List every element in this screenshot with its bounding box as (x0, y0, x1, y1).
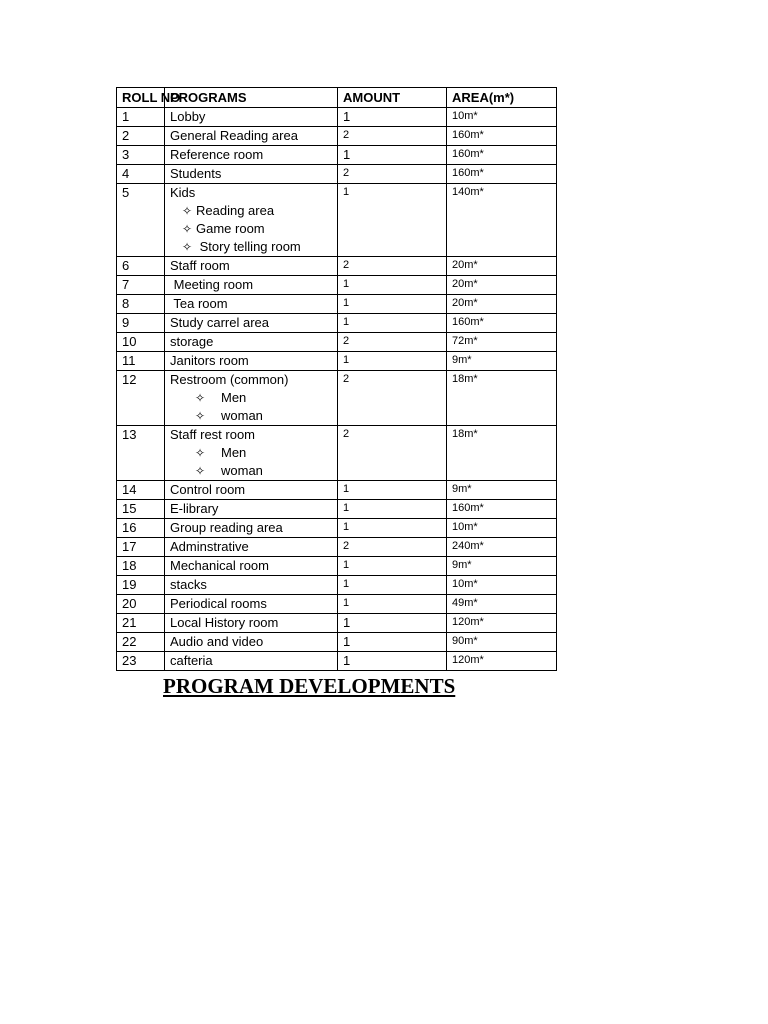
area-cell: 120m* (447, 614, 557, 633)
program-name: Students (170, 166, 222, 181)
program-subitem (170, 462, 332, 480)
area-cell: 9m* (447, 352, 557, 371)
roll-no-cell: 2 (117, 127, 165, 146)
table-row (117, 538, 557, 557)
program-subitem (170, 444, 332, 462)
roll-no-cell: 9 (117, 314, 165, 333)
area-cell: 10m* (447, 519, 557, 538)
program-subitem (170, 220, 332, 238)
roll-no-cell: 12 (117, 371, 165, 426)
area-cell: 18m* (447, 426, 557, 481)
program-cell (165, 257, 338, 276)
amount-cell: 2 (338, 538, 447, 557)
amount-cell: 1 (338, 500, 447, 519)
area-cell: 9m* (447, 557, 557, 576)
header-amount: AMOUNT (338, 88, 447, 108)
program-name: Local History room (170, 615, 279, 630)
amount-cell: 2 (338, 257, 447, 276)
program-cell (165, 426, 338, 481)
area-cell: 72m* (447, 333, 557, 352)
amount-cell: 1 (338, 108, 447, 127)
program-cell (165, 108, 338, 127)
table-header-row (117, 88, 557, 108)
roll-no-cell: 16 (117, 519, 165, 538)
program-cell (165, 595, 338, 614)
amount-cell: 2 (338, 426, 447, 481)
amount-cell: 1 (338, 614, 447, 633)
amount-cell: 1 (338, 314, 447, 333)
bullet-star-icon: ✧ (182, 222, 193, 236)
roll-no-cell: 18 (117, 557, 165, 576)
table-row (117, 371, 557, 426)
area-cell: 20m* (447, 257, 557, 276)
program-cell (165, 500, 338, 519)
area-cell: 160m* (447, 314, 557, 333)
table-body (117, 108, 557, 671)
program-cell (165, 165, 338, 184)
program-name: Kids (170, 185, 196, 200)
header-roll-no: ROLL NO (117, 88, 165, 108)
table-row (117, 481, 557, 500)
table-row (117, 165, 557, 184)
header-programs: PROGRAMS (165, 88, 338, 108)
roll-no-cell: 7 (117, 276, 165, 295)
program-name: Group reading area (170, 520, 283, 535)
subitem-label: Men (221, 390, 247, 405)
area-cell: 160m* (447, 127, 557, 146)
table-row (117, 127, 557, 146)
program-cell (165, 371, 338, 426)
program-name: Control room (170, 482, 246, 497)
amount-cell: 1 (338, 295, 447, 314)
roll-no-cell: 3 (117, 146, 165, 165)
bullet-star-icon: ✧ (195, 464, 206, 478)
program-name: General Reading area (170, 128, 298, 143)
table-row (117, 314, 557, 333)
subitem-label: Game room (196, 221, 265, 236)
amount-cell: 1 (338, 481, 447, 500)
table-row (117, 614, 557, 633)
table-row (117, 633, 557, 652)
table-row (117, 557, 557, 576)
program-name: Lobby (170, 109, 206, 124)
program-name: Study carrel area (170, 315, 269, 330)
roll-no-cell: 23 (117, 652, 165, 671)
table-row (117, 257, 557, 276)
program-name: Adminstrative (170, 539, 249, 554)
program-name: cafteria (170, 653, 213, 668)
table-row (117, 426, 557, 481)
table-row (117, 652, 557, 671)
area-cell: 10m* (447, 576, 557, 595)
program-name: Mechanical room (170, 558, 269, 573)
area-cell: 240m* (447, 538, 557, 557)
program-cell (165, 576, 338, 595)
roll-no-cell: 4 (117, 165, 165, 184)
subitem-label: Reading area (196, 203, 275, 218)
program-name: Periodical rooms (170, 596, 267, 611)
program-name: Tea room (170, 296, 228, 311)
area-cell: 160m* (447, 500, 557, 519)
roll-no-cell: 6 (117, 257, 165, 276)
area-cell: 20m* (447, 276, 557, 295)
roll-no-cell: 5 (117, 184, 165, 257)
roll-no-cell: 22 (117, 633, 165, 652)
program-cell (165, 333, 338, 352)
page-title: PROGRAM DEVELOPMENTS (163, 674, 456, 698)
area-cell: 160m* (447, 146, 557, 165)
bullet-star-icon: ✧ (182, 204, 193, 218)
program-cell (165, 557, 338, 576)
bullet-star-icon: ✧ (195, 446, 206, 460)
roll-no-cell: 1 (117, 108, 165, 127)
program-name: Meeting room (170, 277, 254, 292)
roll-no-cell: 8 (117, 295, 165, 314)
area-cell: 10m* (447, 108, 557, 127)
program-name: stacks (170, 577, 207, 592)
area-cell: 49m* (447, 595, 557, 614)
amount-cell: 1 (338, 557, 447, 576)
area-cell: 140m* (447, 184, 557, 257)
table-row (117, 295, 557, 314)
amount-cell: 2 (338, 333, 447, 352)
amount-cell: 1 (338, 146, 447, 165)
program-cell (165, 614, 338, 633)
program-cell (165, 314, 338, 333)
header-area: AREA(m*) (447, 88, 557, 108)
amount-cell: 2 (338, 165, 447, 184)
table-row (117, 276, 557, 295)
area-cell: 90m* (447, 633, 557, 652)
roll-no-cell: 15 (117, 500, 165, 519)
program-cell (165, 295, 338, 314)
area-cell: 160m* (447, 165, 557, 184)
program-name: Staff rest room (170, 427, 256, 442)
program-name: Staff room (170, 258, 230, 273)
amount-cell: 1 (338, 633, 447, 652)
roll-no-cell: 21 (117, 614, 165, 633)
program-cell (165, 538, 338, 557)
program-cell (165, 652, 338, 671)
subitem-label: woman (221, 408, 263, 423)
roll-no-cell: 13 (117, 426, 165, 481)
area-cell: 20m* (447, 295, 557, 314)
amount-cell: 1 (338, 184, 447, 257)
table-row (117, 595, 557, 614)
area-cell: 18m* (447, 371, 557, 426)
roll-no-cell: 19 (117, 576, 165, 595)
subitem-label: woman (221, 463, 263, 478)
amount-cell: 1 (338, 576, 447, 595)
amount-cell: 2 (338, 371, 447, 426)
amount-cell: 1 (338, 352, 447, 371)
program-cell (165, 481, 338, 500)
roll-no-cell: 17 (117, 538, 165, 557)
roll-no-cell: 20 (117, 595, 165, 614)
bullet-star-icon: ✧ (195, 391, 206, 405)
amount-cell: 1 (338, 652, 447, 671)
bullet-star-icon: ✧ (182, 240, 193, 254)
program-name: Janitors room (170, 353, 249, 368)
table-row (117, 576, 557, 595)
amount-cell: 1 (338, 276, 447, 295)
area-cell: 9m* (447, 481, 557, 500)
program-cell (165, 127, 338, 146)
amount-cell: 1 (338, 595, 447, 614)
amount-cell: 1 (338, 519, 447, 538)
program-cell (165, 146, 338, 165)
program-name: E-library (170, 501, 219, 516)
subitem-label: Story telling room (196, 239, 301, 254)
program-subitem (170, 389, 332, 407)
program-table (116, 87, 557, 671)
table-row (117, 352, 557, 371)
table-row (117, 333, 557, 352)
table-row (117, 146, 557, 165)
program-cell (165, 633, 338, 652)
amount-cell: 2 (338, 127, 447, 146)
program-name: Audio and video (170, 634, 264, 649)
subitem-label: Men (221, 445, 247, 460)
table-row (117, 500, 557, 519)
program-subitem (170, 238, 332, 256)
table-row (117, 519, 557, 538)
bullet-star-icon: ✧ (195, 409, 206, 423)
table-row (117, 108, 557, 127)
program-cell (165, 184, 338, 257)
area-cell: 120m* (447, 652, 557, 671)
table-row (117, 184, 557, 257)
program-name: Reference room (170, 147, 264, 162)
program-name: Restroom (common) (170, 372, 289, 387)
program-subitem (170, 202, 332, 220)
roll-no-cell: 14 (117, 481, 165, 500)
roll-no-cell: 11 (117, 352, 165, 371)
program-subitem (170, 407, 332, 425)
program-cell (165, 519, 338, 538)
program-cell (165, 276, 338, 295)
program-name: storage (170, 334, 214, 349)
program-cell (165, 352, 338, 371)
roll-no-cell: 10 (117, 333, 165, 352)
